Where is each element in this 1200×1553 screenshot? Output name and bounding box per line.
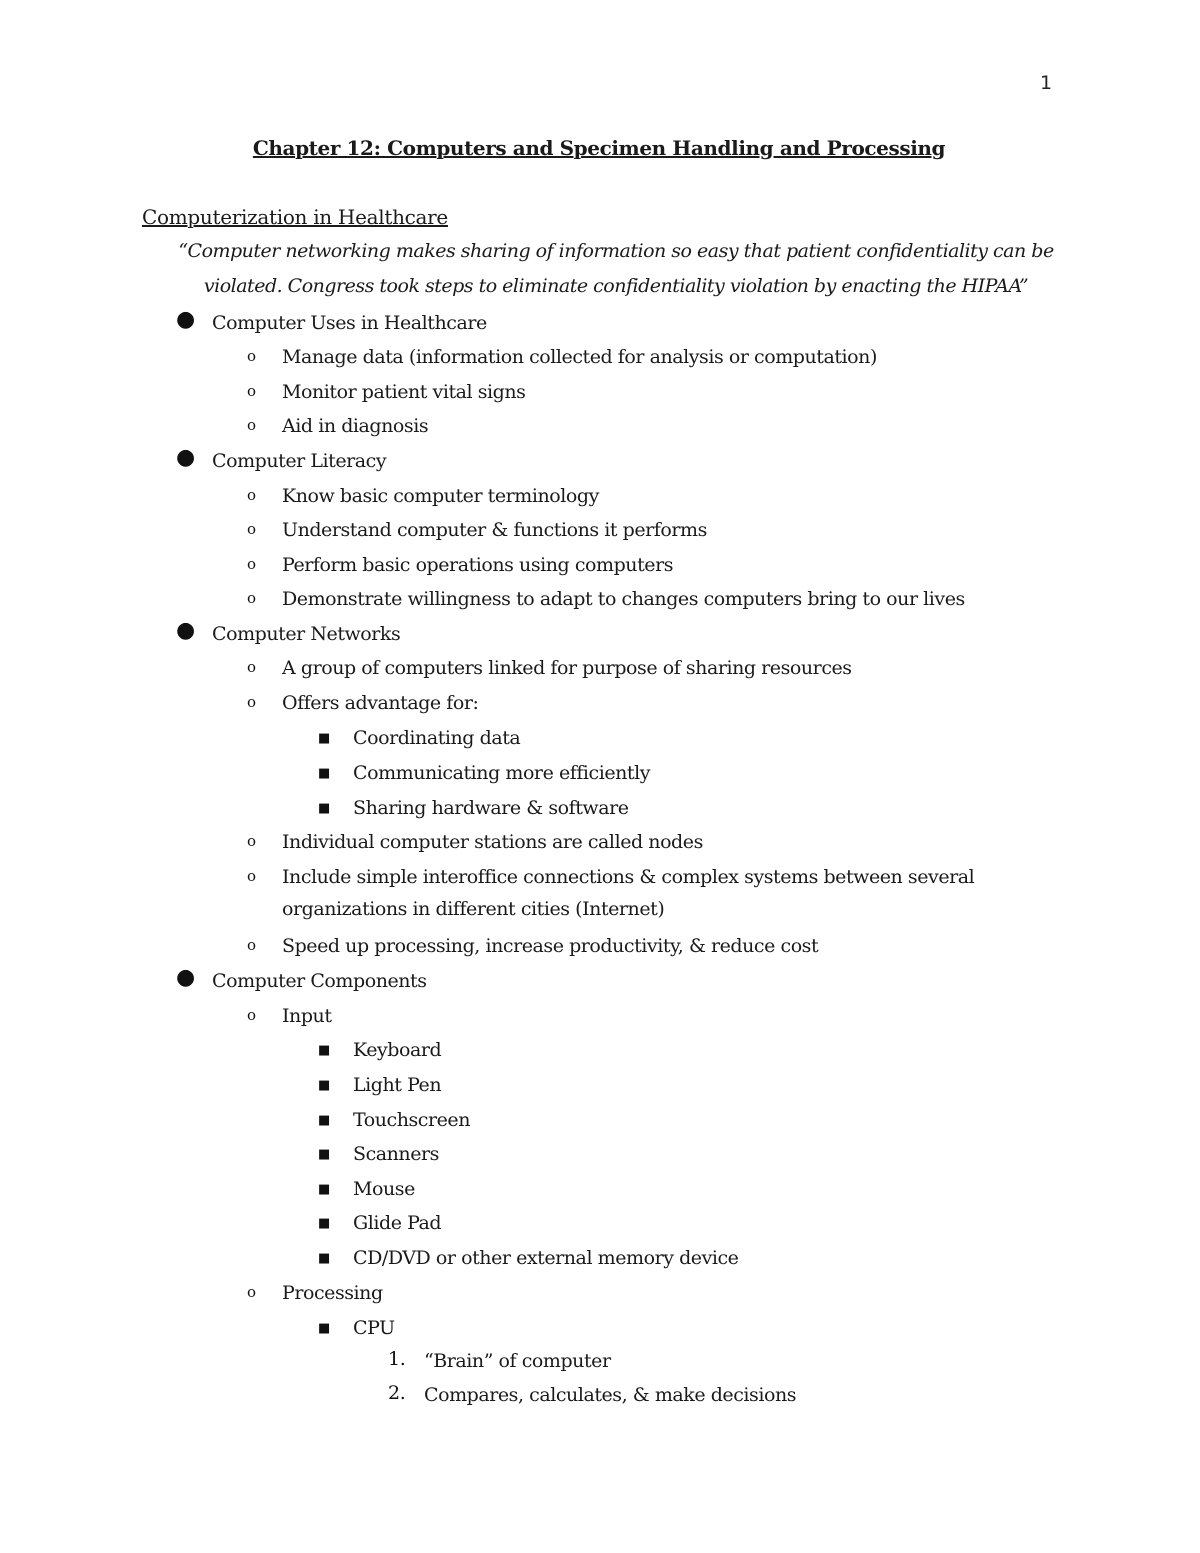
bullet-square: ■ [318, 1182, 331, 1197]
bullet-circle: o [247, 382, 257, 400]
list-number: 1. [388, 1348, 406, 1370]
bullet-circle: o [247, 486, 257, 504]
bullet-circle: o [247, 347, 257, 365]
bullet-square: ■ [318, 1043, 331, 1058]
bullet-square: ■ [318, 1251, 331, 1266]
bullet-circle: o [247, 658, 257, 676]
bullet-square: ■ [318, 766, 331, 781]
bullet-square: ■ [318, 1321, 331, 1336]
quote-line-1: “Computer networking makes sharing of information so easy that patient confidentiality can be [178, 240, 1054, 262]
bullet-square: ■ [318, 1078, 331, 1093]
bullet-circle: o [247, 589, 257, 607]
list-item: Monitor patient vital signs [282, 381, 526, 403]
list-item: Input [282, 1005, 332, 1027]
list-item: Scanners [353, 1143, 439, 1165]
bullet-dot: ● [176, 445, 196, 470]
bullet-dot: ● [176, 307, 196, 332]
bullet-circle: o [247, 1283, 257, 1301]
bullet-square: ■ [318, 801, 331, 816]
list-number: 2. [388, 1382, 406, 1404]
bullet-dot: ● [176, 965, 196, 990]
list-item: Touchscreen [353, 1109, 471, 1131]
list-item: Sharing hardware & software [353, 797, 629, 819]
list-item: Individual computer stations are called nodes [282, 831, 703, 853]
list-item: Mouse [353, 1178, 415, 1200]
list-item: Coordinating data [353, 727, 521, 749]
list-item: organizations in different cities (Internet) [282, 898, 665, 920]
bullet-circle: o [247, 520, 257, 538]
list-item: CD/DVD or other external memory device [353, 1247, 739, 1269]
bullet-circle: o [247, 693, 257, 711]
list-item: Know basic computer terminology [282, 485, 599, 507]
list-item: Perform basic operations using computers [282, 554, 674, 576]
page-number: 1 [1040, 72, 1053, 94]
list-item: Computer Networks [212, 623, 401, 645]
section-heading: Computerization in Healthcare [142, 205, 448, 229]
list-item: Keyboard [353, 1039, 442, 1061]
list-item: Computer Literacy [212, 450, 387, 472]
list-item: Computer Uses in Healthcare [212, 312, 487, 334]
list-item: CPU [353, 1317, 395, 1339]
list-item: Compares, calculates, & make decisions [424, 1384, 797, 1406]
list-item: Aid in diagnosis [282, 415, 429, 437]
bullet-circle: o [247, 832, 257, 850]
list-item: Glide Pad [353, 1212, 442, 1234]
list-item: Computer Components [212, 970, 427, 992]
page-title: Chapter 12: Computers and Specimen Handling and Processing [252, 136, 946, 160]
list-item: Offers advantage for: [282, 692, 479, 714]
bullet-circle: o [247, 555, 257, 573]
bullet-circle: o [247, 416, 257, 434]
list-item: Speed up processing, increase productivity, & reduce cost [282, 935, 819, 957]
bullet-square: ■ [318, 731, 331, 746]
bullet-square: ■ [318, 1216, 331, 1231]
list-item: Manage data (information collected for analysis or computation) [282, 346, 877, 368]
list-item: Communicating more efficiently [353, 762, 651, 784]
bullet-dot: ● [176, 618, 196, 643]
quote-line-2: violated. Congress took steps to eliminate confidentiality violation by enacting the HIPAA” [203, 275, 1029, 297]
bullet-square: ■ [318, 1147, 331, 1162]
list-item: Demonstrate willingness to adapt to changes computers bring to our lives [282, 588, 965, 610]
list-item: “Brain” of computer [424, 1350, 611, 1372]
bullet-circle: o [247, 1006, 257, 1024]
list-item: Include simple interoffice connections & complex systems between several [282, 866, 975, 888]
bullet-circle: o [247, 936, 257, 954]
list-item: Understand computer & functions it performs [282, 519, 707, 541]
list-item: A group of computers linked for purpose of sharing resources [282, 657, 852, 679]
bullet-circle: o [247, 867, 257, 885]
list-item: Light Pen [353, 1074, 442, 1096]
bullet-square: ■ [318, 1113, 331, 1128]
list-item: Processing [282, 1282, 383, 1304]
